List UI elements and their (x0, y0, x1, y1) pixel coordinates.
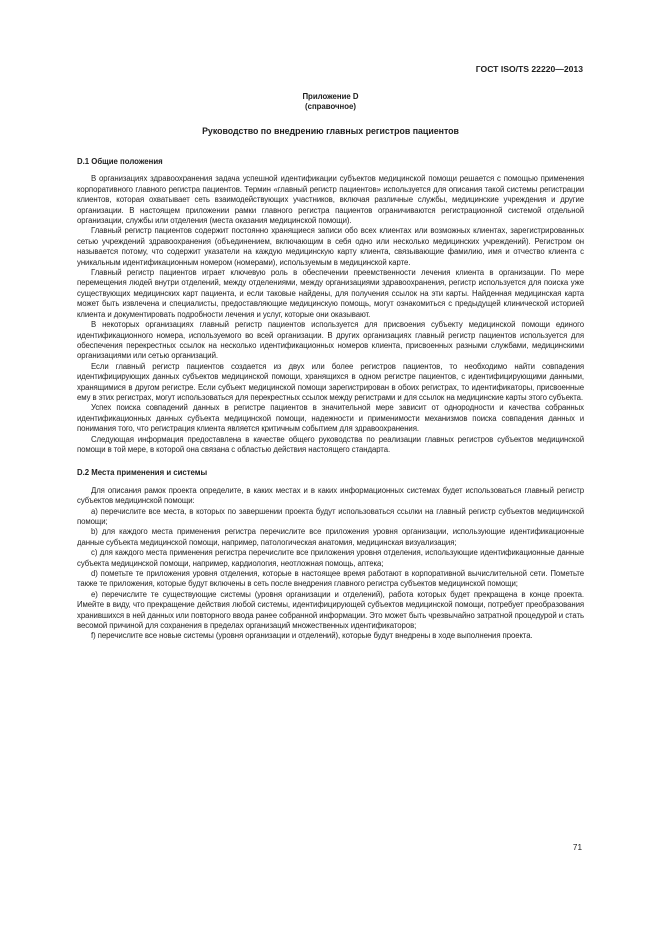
section-heading: D.2 Места применения и системы (77, 468, 208, 478)
section-heading: D.1 Общие положения (77, 157, 163, 166)
standard-code: ГОСТ ISO/TS 22220—2013 (475, 64, 583, 74)
appendix-title: Приложение D (302, 92, 359, 101)
document-title: Руководство по внедрению главных регистров пациентов (202, 126, 459, 136)
paragraph: Успех поиска совпадений данных в регистре пациентов в значительной мере зависит от однородности и качества собранных идентификационных данных субъекта медицинской помощи, надежности и применимости механизмов поиска совпадения данных и понимания того, что регистрация клиента является критичным событием для здравоохранения. (77, 403, 584, 434)
paragraph: Для описания рамок проекта определите, в каких местах и в каких информационных системах будет использоваться главный регистр субъектов медицинской помощи: (77, 485, 584, 506)
document-body (77, 157, 584, 642)
paragraph: Если главный регистр пациентов создается из двух или более регистров пациентов, то необходимо найти совпадения идентифицирующих данных субъектов медицинской помощи, хранящихся в одном регистре пациентов, с идентифицирующими данными, хранящимися в другом регистре. Если субъект медицинской помощи зарегистрирован в обоих регистрах, то идентификаторы, присвоенные ему в этих регистрах, могут использоваться для перекрестных ссылок между регистрами и для ссылок на медицинские карты этого субъекта. (77, 361, 584, 402)
paragraph: Следующая информация предоставлена в качестве общего руководства по реализации главных регистров субъектов медицинской помощи в той мере, в которой она связана с областью действия настоящего стандарта. (77, 434, 584, 454)
list-item: a) перечислите все места, в которых по завершении проекта будут использоваться ссылки на главный регистр субъектов медицинской помощи; (77, 506, 584, 526)
appendix-heading (77, 92, 584, 112)
paragraph: В организациях здравоохранения задача успешной идентификации субъектов медицинской помощи решается с помощью применения корпоративного главного регистра пациентов. Термин «главный регистр пациентов» используется для описания такой системы регистрации клиентов, которая охватывает сеть взаимодействующих участников, включая различные службы, медицинские учреждения и другие организации. В настоящем приложении рамки главного регистра пациентов ограничиваются регистрационной системой отдельной организации, службы или отделения (места оказания медицинской помощи). (77, 174, 584, 226)
list-item: b) для каждого места применения регистра перечислите все приложения уровня организации, использующие идентификационные данные субъекта медицинской помощи, например, патологическая анатомия, медицинская визуализация; (77, 527, 584, 547)
list-item: e) перечислите те существующие системы (уровня организации и отделений), работа которых будет прекращена в конце проекта. Имейте в виду, что прекращение действия любой системы, идентифицирующей субъектов медицинской помощи, потребует преобразования хранившихся в ней данных или повторного ввода ранее собранной информации. Это может быть чрезвычайно затратной процедурой и стать весомой причиной для сохранения в пределах организаций множественных идентификаторов; (77, 589, 584, 631)
list-item: f) перечислите все новые системы (уровня организации и отделений), которые будут внедрены в ходе выполнения проекта. (91, 631, 533, 641)
page-number: 71 (572, 843, 582, 852)
list-item: d) пометьте те приложения уровня отделения, которые в настоящее время работают в корпоративной вычислительной сети. Пометьте также те приложения, которые будут включены в сеть после внедрения главного регистра субъектов медицинской помощи; (77, 569, 584, 589)
paragraph: Главный регистр пациентов содержит постоянно хранящиеся записи обо всех клиентах или возможных клиентах, зарегистрированных сетью учреждений здравоохранения (объединением, включающим в себя одно или несколько медицинских учреждений). Регистром он называется потому, что содержит указатели на каждую медицинскую карту клиента, связывающие фамилию, имя и отчество клиента с уникальным идентификационным номером (номерами), используемым в медицинской карте. (77, 226, 584, 267)
paragraph: Главный регистр пациентов играет ключевую роль в обеспечении преемственности лечения клиента в организации. По мере перемещения людей внутри отделений, между отделениями, между организациями здравоохранения, регистр используется для поиска уже существующих медицинских карт пациента, и если таковые найдены, для получения ссылок на эти карты. Найденная медицинская карта может быть извлечена и специалисты, предоставляющие медицинскую помощь, могут ознакомиться с предыдущей клинической историей клиента и документировать подробности лечения и услуг, которые они оказывают. (77, 268, 584, 319)
appendix-note: (справочное) (305, 102, 356, 111)
section-d1 (77, 157, 584, 455)
section-d2 (77, 468, 584, 642)
list-item: c) для каждого места применения регистра перечислите все приложения уровня отделения, использующие идентификационные данные субъекта медицинской помощи, например, кардиология, неотложная помощь, аптека; (77, 548, 584, 568)
paragraph: В некоторых организациях главный регистр пациентов используется для присвоения субъекту медицинской помощи единого идентификационного номера, используемого во всей организации. В других организациях главный регистр пациентов используется для обеспечения перекрестных ссылок на несколько идентификационных номеров клиента, присвоенных разными службами, медицинскими организациями или сетью организаций. (77, 320, 584, 361)
